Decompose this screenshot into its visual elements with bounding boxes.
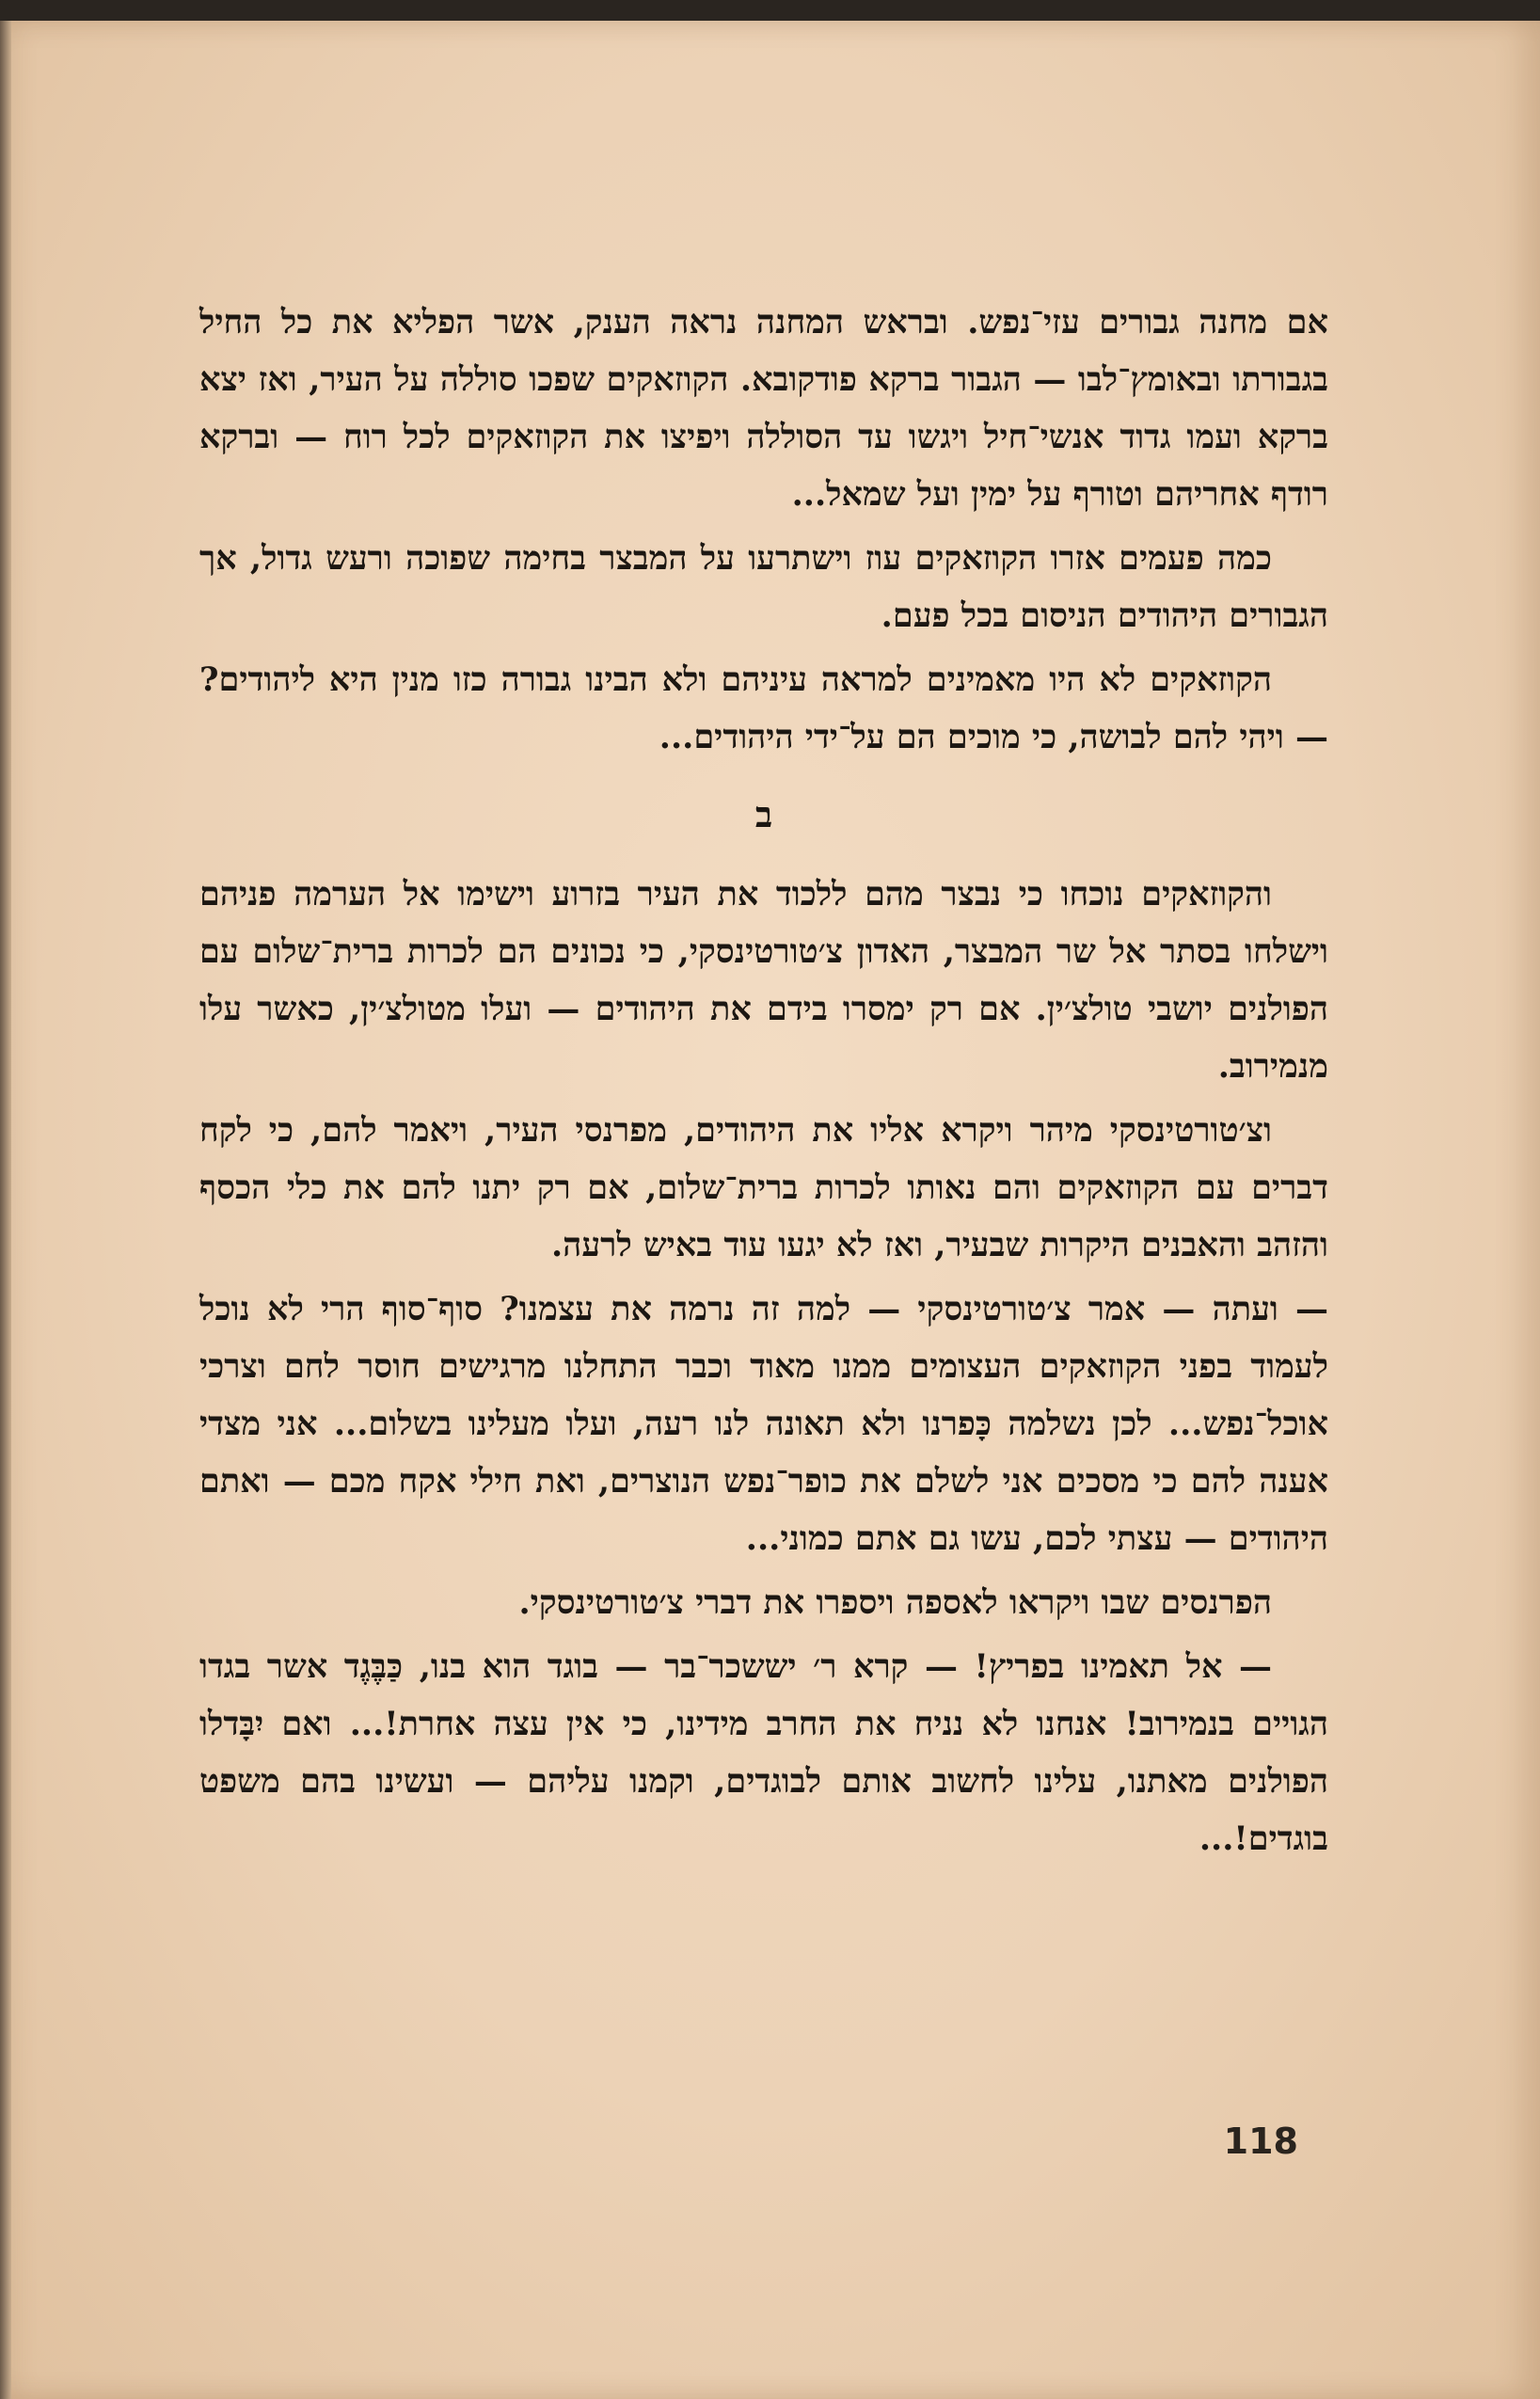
paragraph: הקוזאקים לא היו מאמינים למראה עיניהם ולא הבינו גבורה כזו מנין היא ליהודים? — ויהי להם לבושה, כי מוכים הם על־ידי היהודים...: [199, 660, 1328, 756]
page-text: [199, 294, 1328, 1867]
paragraph: והקוזאקים נוכחו כי נבצר מהם ללכוד את העיר בזרוע וישימו אל הערמה פניהם וישלחו בסתר אל שר המבצר, האדון צ׳טורטינסקי, כי נכונים הם לכרות ברית־שלום עם הפולנים יושבי טולצ׳ין. אם רק ימסרו בידם את היהודים — ועלו מטולצ׳ין, כאשר עלו מנמירוב.: [199, 875, 1328, 1086]
book-spine-shadow: [0, 21, 11, 2399]
page-number: 118: [1223, 2121, 1298, 2162]
section-heading: ב: [754, 793, 773, 835]
paragraph: הפרנסים שבו ויקראו לאספה ויספרו את דברי צ׳טורטינסקי.: [518, 1583, 1272, 1622]
paragraph: — ועתה — אמר צ׳טורטינסקי — למה זה נרמה את עצמנו? סוף־סוף הרי לא נוכל לעמוד בפני הקוזאקים העצומים ממנו מאוד וכבר התחלנו מרגישים חוסר לחם וצרכי אוכל־נפש... לכן נשלמה כָּפרנו ולא תאונה לנו רעה, ועלו מעלינו בשלום... אני מצדי אענה להם כי מסכים אני לשלם את כופר־נפש הנוצרים, ואת חילי אקח מכם — ואתם היהודים — עצתי לכם, עשו גם אתם כמוני...: [199, 1290, 1328, 1558]
paragraph: וצ׳טורטינסקי מיהר ויקרא אליו את היהודים, מפרנסי העיר, ויאמר להם, כי לקח דברים עם הקוזאקים והם נאותו לכרות ברית־שלום, אם רק יתנו להם את כלי הכסף והזהב והאבנים היקרות שבעיר, ואז לא יגעו עוד באיש לרעה.: [199, 1111, 1328, 1264]
paragraph: כמה פעמים אזרו הקוזאקים עוז וישתרעו על המבצר בחימה שפוכה ורעש גדול, אך הגבורים היהודים הניסום בכל פעם.: [199, 539, 1328, 635]
paragraph: — אל תאמינו בפריץ! — קרא ר׳ יששכר־בר — בוגד הוא בנו, כַּבֶּגֶד אשר בגדו הגויים בנמירוב! אנחנו לא נניח את החרב מידינו, כי אין עצה אחרת!... ואם יִבָּדלו הפולנים מאתנו, עלינו לחשוב אותם לבוגדים, וקמנו עליהם — ועשינו בהם משפט בוגדים!...: [199, 1647, 1328, 1858]
book-page: [0, 21, 1540, 2399]
paragraph: אם מחנה גבורים עזי־נפש. ובראש המחנה נראה הענק, אשר הפליא את כל החיל בגבורתו ובאומץ־לבו — הגבור ברקא פודקובא. הקוזאקים שפכו סוללה על העיר, ואז יצא ברקא ועמו גדוד אנשי־חיל ויגשו עד הסוללה ויפיצו את הקוזאקים לכל רוח — וברקא רודף אחריהם וטורף על ימין ועל שמאל...: [199, 303, 1328, 514]
